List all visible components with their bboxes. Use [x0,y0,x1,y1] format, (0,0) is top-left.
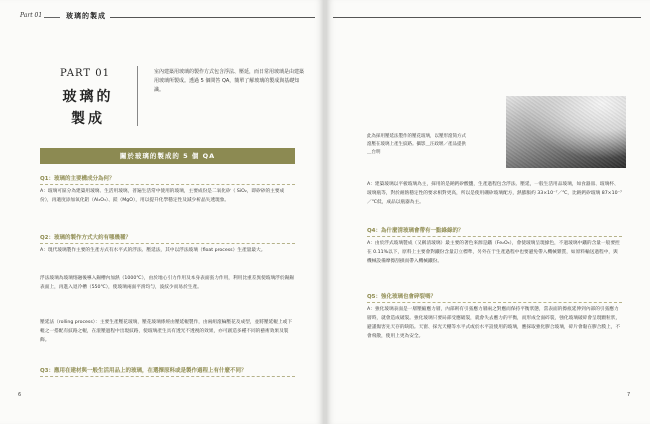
part-divider [137,66,138,126]
answer-4: A：由於浮式玻璃製成（又稱清玻璃）最主要的著色來源是鐵（Fe₂O₃），會使玻璃呈現綠色，不過玻璃中鐵的含量一般要控在 0.11%以下，原料上主要會對鐵份含量訂立標準，另外在于生產過程中也要避免帶入機械雜質，如原料輸送過程中，與機械設備摩擦刮損而帶入機械鐵份。 [367,241,620,264]
left-page [0,0,323,424]
running-head-rule-short [44,17,60,18]
question-2: Q2：玻璃的製作方式大約有哪幾種？ [40,235,132,241]
question-1-rule [40,184,295,185]
question-4-rule [367,236,622,237]
running-head-rule [110,17,315,18]
right-page [327,0,650,424]
answer-2-rolling: 壓延法（rolling process）：主要生產壓花玻璃，壓花玻璃係經由壓延輥製作，由兩組滾輪壓花及成型，並將壓延輥上或下輥之一搭配有紋路之輥，在滾壓過程中出現紋路，使玻璃產生具有透光不透視的效果，亦可創造多種不同的藝術效果及裝飾。 [40,320,293,343]
answer-2-float: 浮法玻璃為玻璃熔融後導入錫槽內加熱（1000℃），由於地心引力作用及本身表面張力作用，利用比重差異使玻璃浮於錫錫表面上，再進入退冷槽（550℃），使玻璃兩面平滑均勻，波紋少而易於生產。 [40,276,294,290]
running-head-rule [333,17,641,18]
question-3-rule [40,376,295,377]
qa-banner: 關於玻璃的製成的 5 個 QA [40,148,295,164]
question-1: Q1：玻璃的主要構成分為何？ [40,176,115,182]
part-label: PART 01 [60,68,110,79]
running-head-part: Part 01 [20,12,43,19]
part-title: 玻璃的製成 [62,89,114,127]
page-number: 7 [627,392,631,398]
answer-1: A：玻璃可區分為建築用玻璃、生活用玻璃，普遍生活常中使用的玻璃，主要成份是二氧化矽（ SiO₂，即矽砂的主要成份），再適度添加氧化鋁（Al₂O₃）、鎂（MgO），用以提升化學穩定性及減少析晶失透現象。 [40,189,285,203]
patterned-glass-photo [506,96,626,168]
question-5-rule [367,302,622,303]
page-number: 6 [18,392,22,398]
question-3: Q3：應用在建材與一般生活用品上的玻璃，在選擇原料或是製作過程上有什麼不同？ [40,368,247,374]
question-4: Q4：為什麼清玻璃會帶有一點綠綠的？ [367,228,464,234]
part-intro: 室內建築用玻璃的製作方式包含浮法、壓延，而日常用玻璃是由建築用玻璃所製成。透過 5 個問答 QA，簡單了解玻璃的製成與基礎知識。 [154,69,305,93]
running-head-title: 玻璃的製成 [66,12,106,20]
answer-2: A：現代玻璃製作主要的生產方式有水平式的浮法、壓延法，其中以浮法玻璃（float process）生產量最大。 [40,248,266,253]
photo-texture [506,96,626,168]
question-2-rule [40,243,295,244]
photo-caption: 此為採用壓延法製作的壓花玻璃，以壓形滾筒方式滾壓在玻璃上產生紋路。攝影＿汪政堰／產品提供＿台明 [367,134,466,155]
answer-3: A：建築玻璃以平板玻璃為主，採用的是鈉鈣矽酸鹽，生產過程包含浮法、壓延，一般生活用品玻璃，如食器皿、玻璃杯、玻璃瓶等，對於耐熱穩定性的要求相對更高，所以是使用硼矽玻璃配方，熱膨脹約 33×10⁻⁷／℃，比鈉鈣矽玻璃 87×10⁻⁷／℃低，成品以瓶器為主。 [367,182,622,205]
question-5: Q5：強化玻璃也會碎裂嗎？ [367,294,437,300]
answer-5: A：強化玻璃表面是一層壓縮應力層，內部則有引張應力層兩之對應而保持平衡狀態，當表面的擦痕延伸到內部的引張應力層時，就會造成破裂。強化玻璃只要局部受應破裂，就會失去應力的平衡，而形成全面碎裂，強化玻璃破碎會呈現顆粒狀，避謹傷害先天存的缺陷。天窗、採光天棚等水平式或於水平設使用的玻璃，應採取強化膠合玻璃，碎片會黏在膠合膜上，不會飛散，使用上更為安全。 [367,307,621,339]
